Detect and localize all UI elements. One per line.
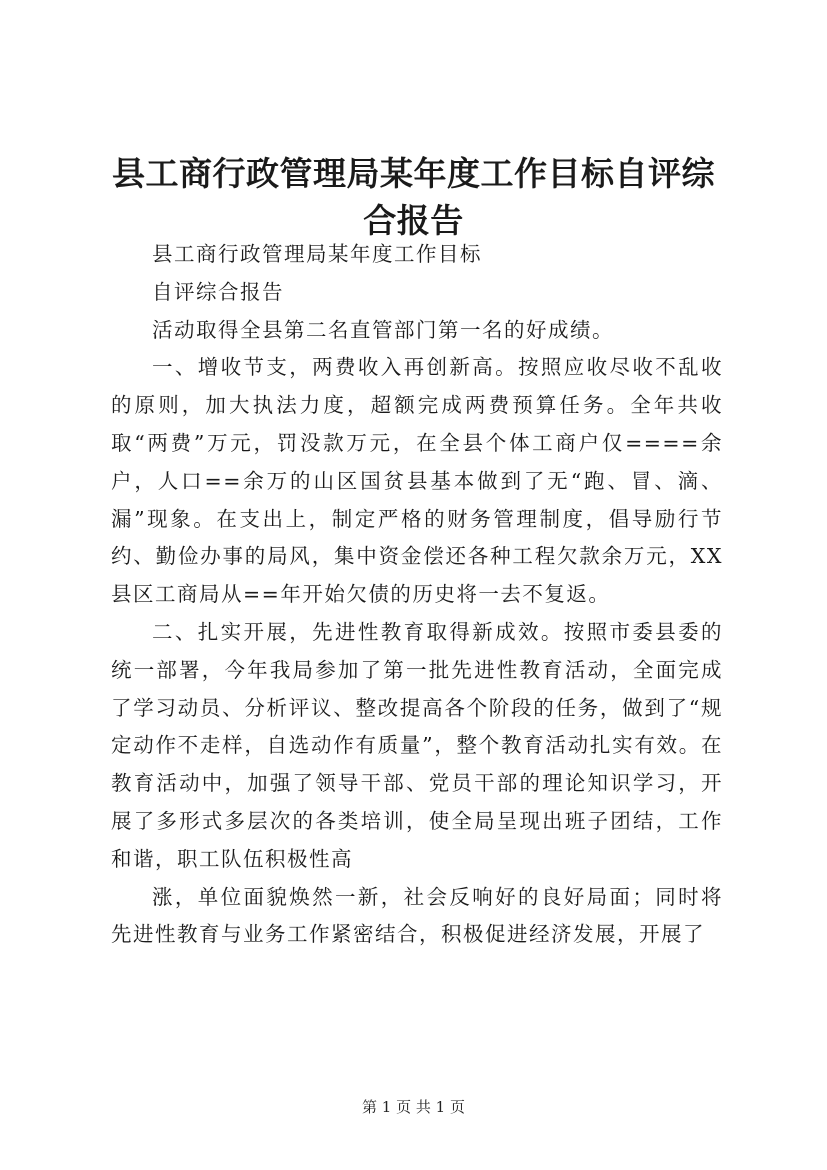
paragraph-subtitle-line-2: 自评综合报告 (152, 279, 284, 304)
document-body (111, 236, 723, 954)
paragraph-achievement: 活动取得全县第二名直管部门第一名的好成绩。 (152, 317, 614, 342)
page-number-footer: 第 1 页 共 1 页 (362, 1098, 465, 1116)
paragraph-subtitle-line-1: 县工商行政管理局某年度工作目标 (152, 242, 482, 266)
paragraph-section-two: 二、扎实开展，先进性教育取得新成效。按照市委县委的统一部署，今年我局参加了第一批先进性教育活动，全面完成了学习动员、分析评议、整改提高各个阶段的任务，做到了“规定动作不走样，自选动作有质量”，整个教育活动扎实有效。在教育活动中，加强了领导干部、党员干部的理论知识学习，开展了多形式多层次的各类培训，使全局呈现出班子团结，工作和谐，职工队伍积极性高 (111, 619, 723, 871)
document-title: 县工商行政管理局某年度工作目标自评综合报告 (112, 154, 715, 240)
paragraph-continuation: 涨，单位面貌焕然一新，社会反响好的良好局面；同时将先进性教育与业务工作紧密结合，积极促进经济发展，开展了 (111, 884, 723, 947)
paragraph-section-one: 一、增收节支，两费收入再创新高。按照应收尽收不乱收的原则，加大执法力度，超额完成两费预算任务。全年共收取“两费”万元，罚没款万元，在全县个体工商户仅====余户，人口==余万的山区国贫县基本做到了无“跑、冒、滴、漏”现象。在支出上，制定严格的财务管理制度，倡导励行节约、勤俭办事的局风，集中资金偿还各种工程欠款余万元，XX县区工商局从==年开始欠债的历史将一去不复返。 (111, 355, 723, 607)
